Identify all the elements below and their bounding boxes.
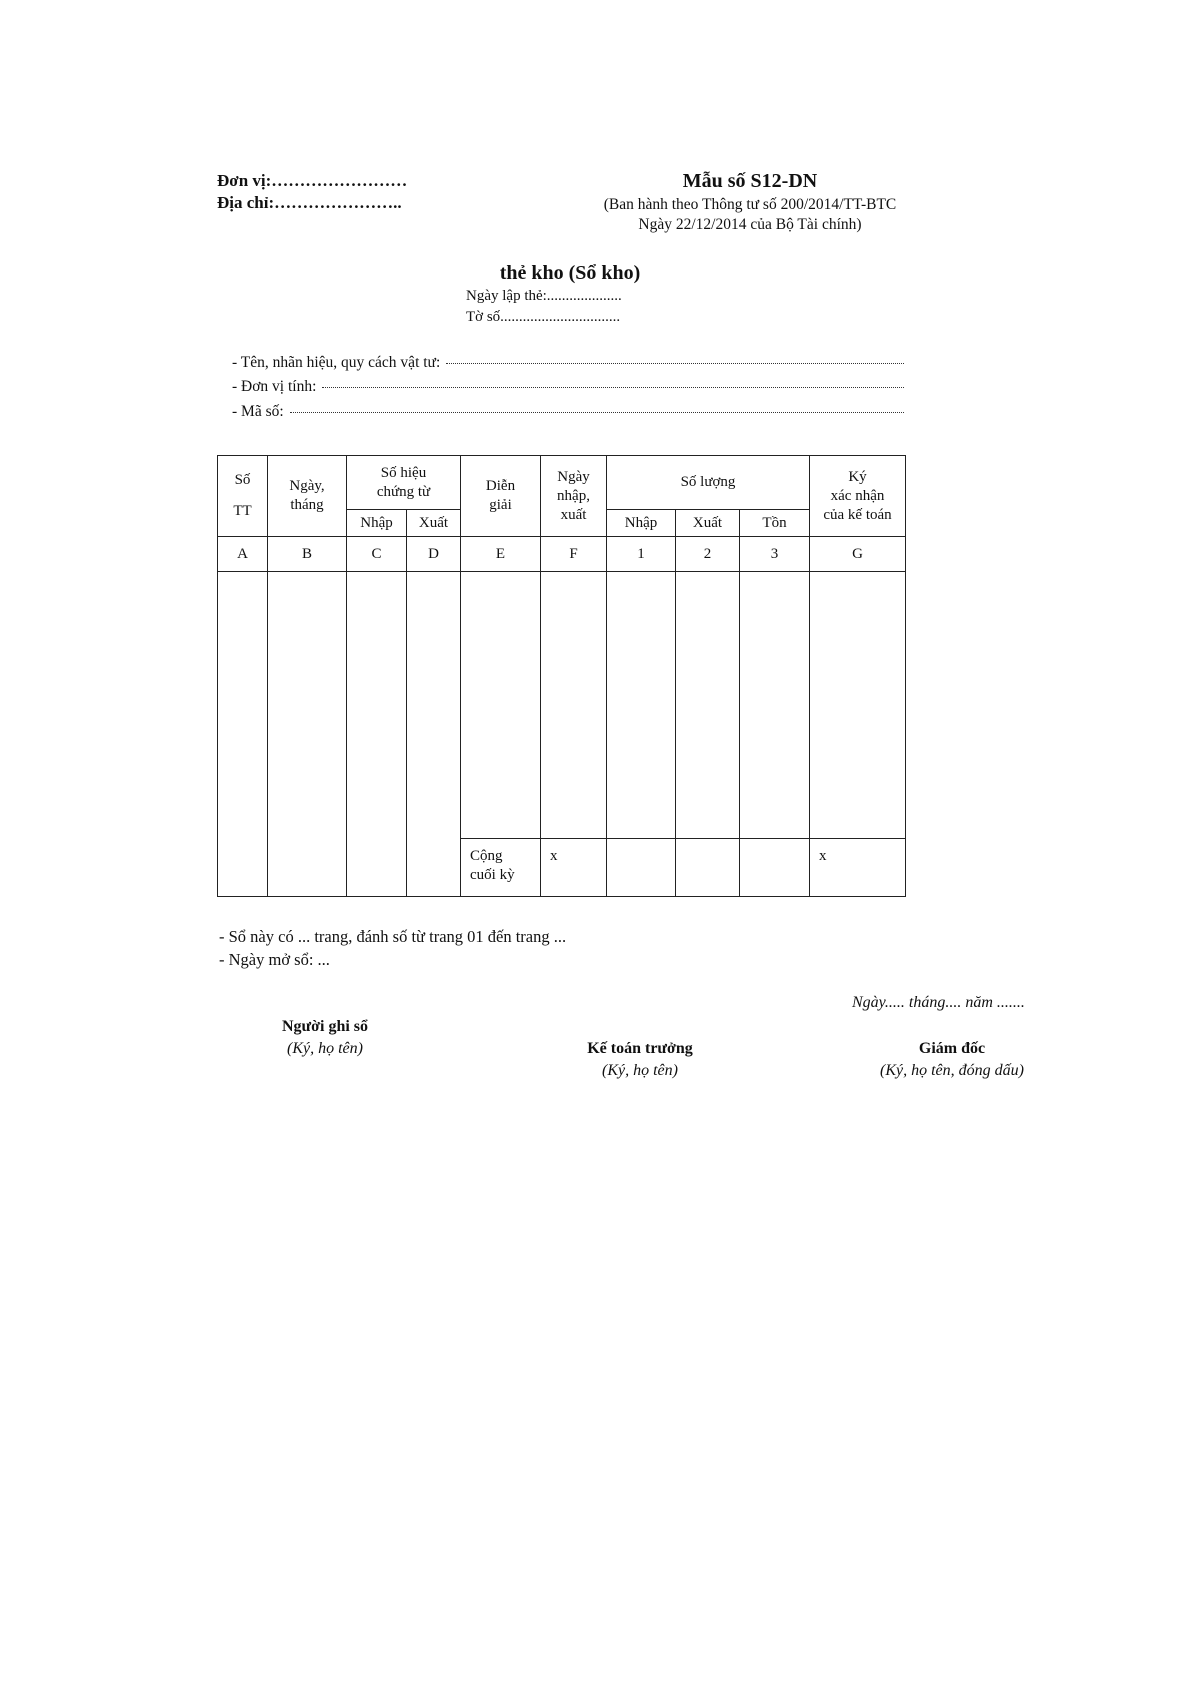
dotted-line [290, 412, 904, 413]
header-doc-out: Xuất [407, 510, 461, 537]
total-qty-in [607, 839, 676, 897]
header-date: Ngày, tháng [268, 456, 347, 537]
entry-cell [347, 572, 407, 897]
header-quantity: Số lượng [607, 456, 810, 510]
signer-title: Kế toán trưởng [587, 1040, 693, 1057]
sheet-number-line: Tờ số................................ [466, 309, 621, 325]
total-accountant-sign: x [810, 839, 906, 897]
total-label: Cộng cuối kỳ [461, 839, 541, 897]
code-cell: 3 [740, 537, 810, 572]
header-document: Số hiệu chứng từ [347, 456, 461, 510]
date-place: Ngày..... tháng.... năm ....... [852, 994, 1025, 1011]
code-cell: E [461, 537, 541, 572]
entry-cell [268, 572, 347, 897]
code-label: - Mã số: [232, 403, 284, 420]
unit-field [232, 378, 904, 396]
signer-chief-accountant [510, 1038, 770, 1082]
code-cell: C [347, 537, 407, 572]
card-date-line: Ngày lập thẻ:.................... [466, 288, 622, 304]
header-doc-in: Nhập [347, 510, 407, 537]
unit-label: Đơn vị:…………………… [217, 171, 408, 190]
code-row [218, 537, 906, 572]
header-qty-stock: Tồn [740, 510, 810, 537]
page-title: thẻ kho (Sổ kho) [499, 262, 641, 284]
signer-note: (Ký, họ tên) [287, 1040, 363, 1057]
code-cell: F [541, 537, 607, 572]
code-cell: D [407, 537, 461, 572]
entry-cell [541, 572, 607, 839]
entry-cell [407, 572, 461, 897]
total-qty-stock [740, 839, 810, 897]
header-qty-in: Nhập [607, 510, 676, 537]
header-accountant-sign: Ký xác nhận của kế toán [810, 456, 906, 537]
code-cell: A [218, 537, 268, 572]
header-no: Số TT [218, 456, 268, 537]
entry-row [218, 572, 906, 839]
open-date-line: - Ngày mở sổ: ... [219, 950, 330, 969]
form-code: Mẫu số S12-DN [682, 170, 818, 192]
signer-title: Người ghi sổ [281, 1018, 369, 1035]
signer-director [822, 1038, 1082, 1082]
unit-label: - Đơn vị tính: [232, 378, 317, 395]
code-field [232, 403, 904, 421]
header-description: Diễn giải [461, 456, 541, 537]
entry-cell [218, 572, 268, 897]
code-cell: G [810, 537, 906, 572]
total-qty-out [676, 839, 740, 897]
address-label: Địa chỉ:………………….. [217, 193, 402, 212]
signer-recorder [195, 1016, 455, 1060]
signer-note: (Ký, họ tên, đóng dấu) [880, 1062, 1024, 1079]
total-inout-date: x [541, 839, 607, 897]
entry-cell [740, 572, 810, 839]
stock-card-table [217, 455, 906, 897]
dotted-line [322, 387, 904, 388]
dotted-line [446, 363, 904, 364]
material-name-label: - Tên, nhãn hiệu, quy cách vật tư: [232, 354, 441, 371]
code-cell: B [268, 537, 347, 572]
code-cell: 1 [607, 537, 676, 572]
entry-cell [810, 572, 906, 839]
pages-line: - Sổ này có ... trang, đánh số từ trang 01 đến trang ... [219, 927, 567, 946]
form-note-line1: (Ban hành theo Thông tư số 200/2014/TT-BTC [603, 196, 897, 213]
entry-cell [676, 572, 740, 839]
header-qty-out: Xuất [676, 510, 740, 537]
entry-cell [607, 572, 676, 839]
form-note-line2: Ngày 22/12/2014 của Bộ Tài chính) [638, 216, 862, 233]
signer-title: Giám đốc [918, 1040, 986, 1057]
signer-note: (Ký, họ tên) [602, 1062, 678, 1079]
entry-cell [461, 572, 541, 839]
code-cell: 2 [676, 537, 740, 572]
material-name-field [232, 354, 904, 372]
header-inout-date: Ngày nhập, xuất [541, 456, 607, 537]
